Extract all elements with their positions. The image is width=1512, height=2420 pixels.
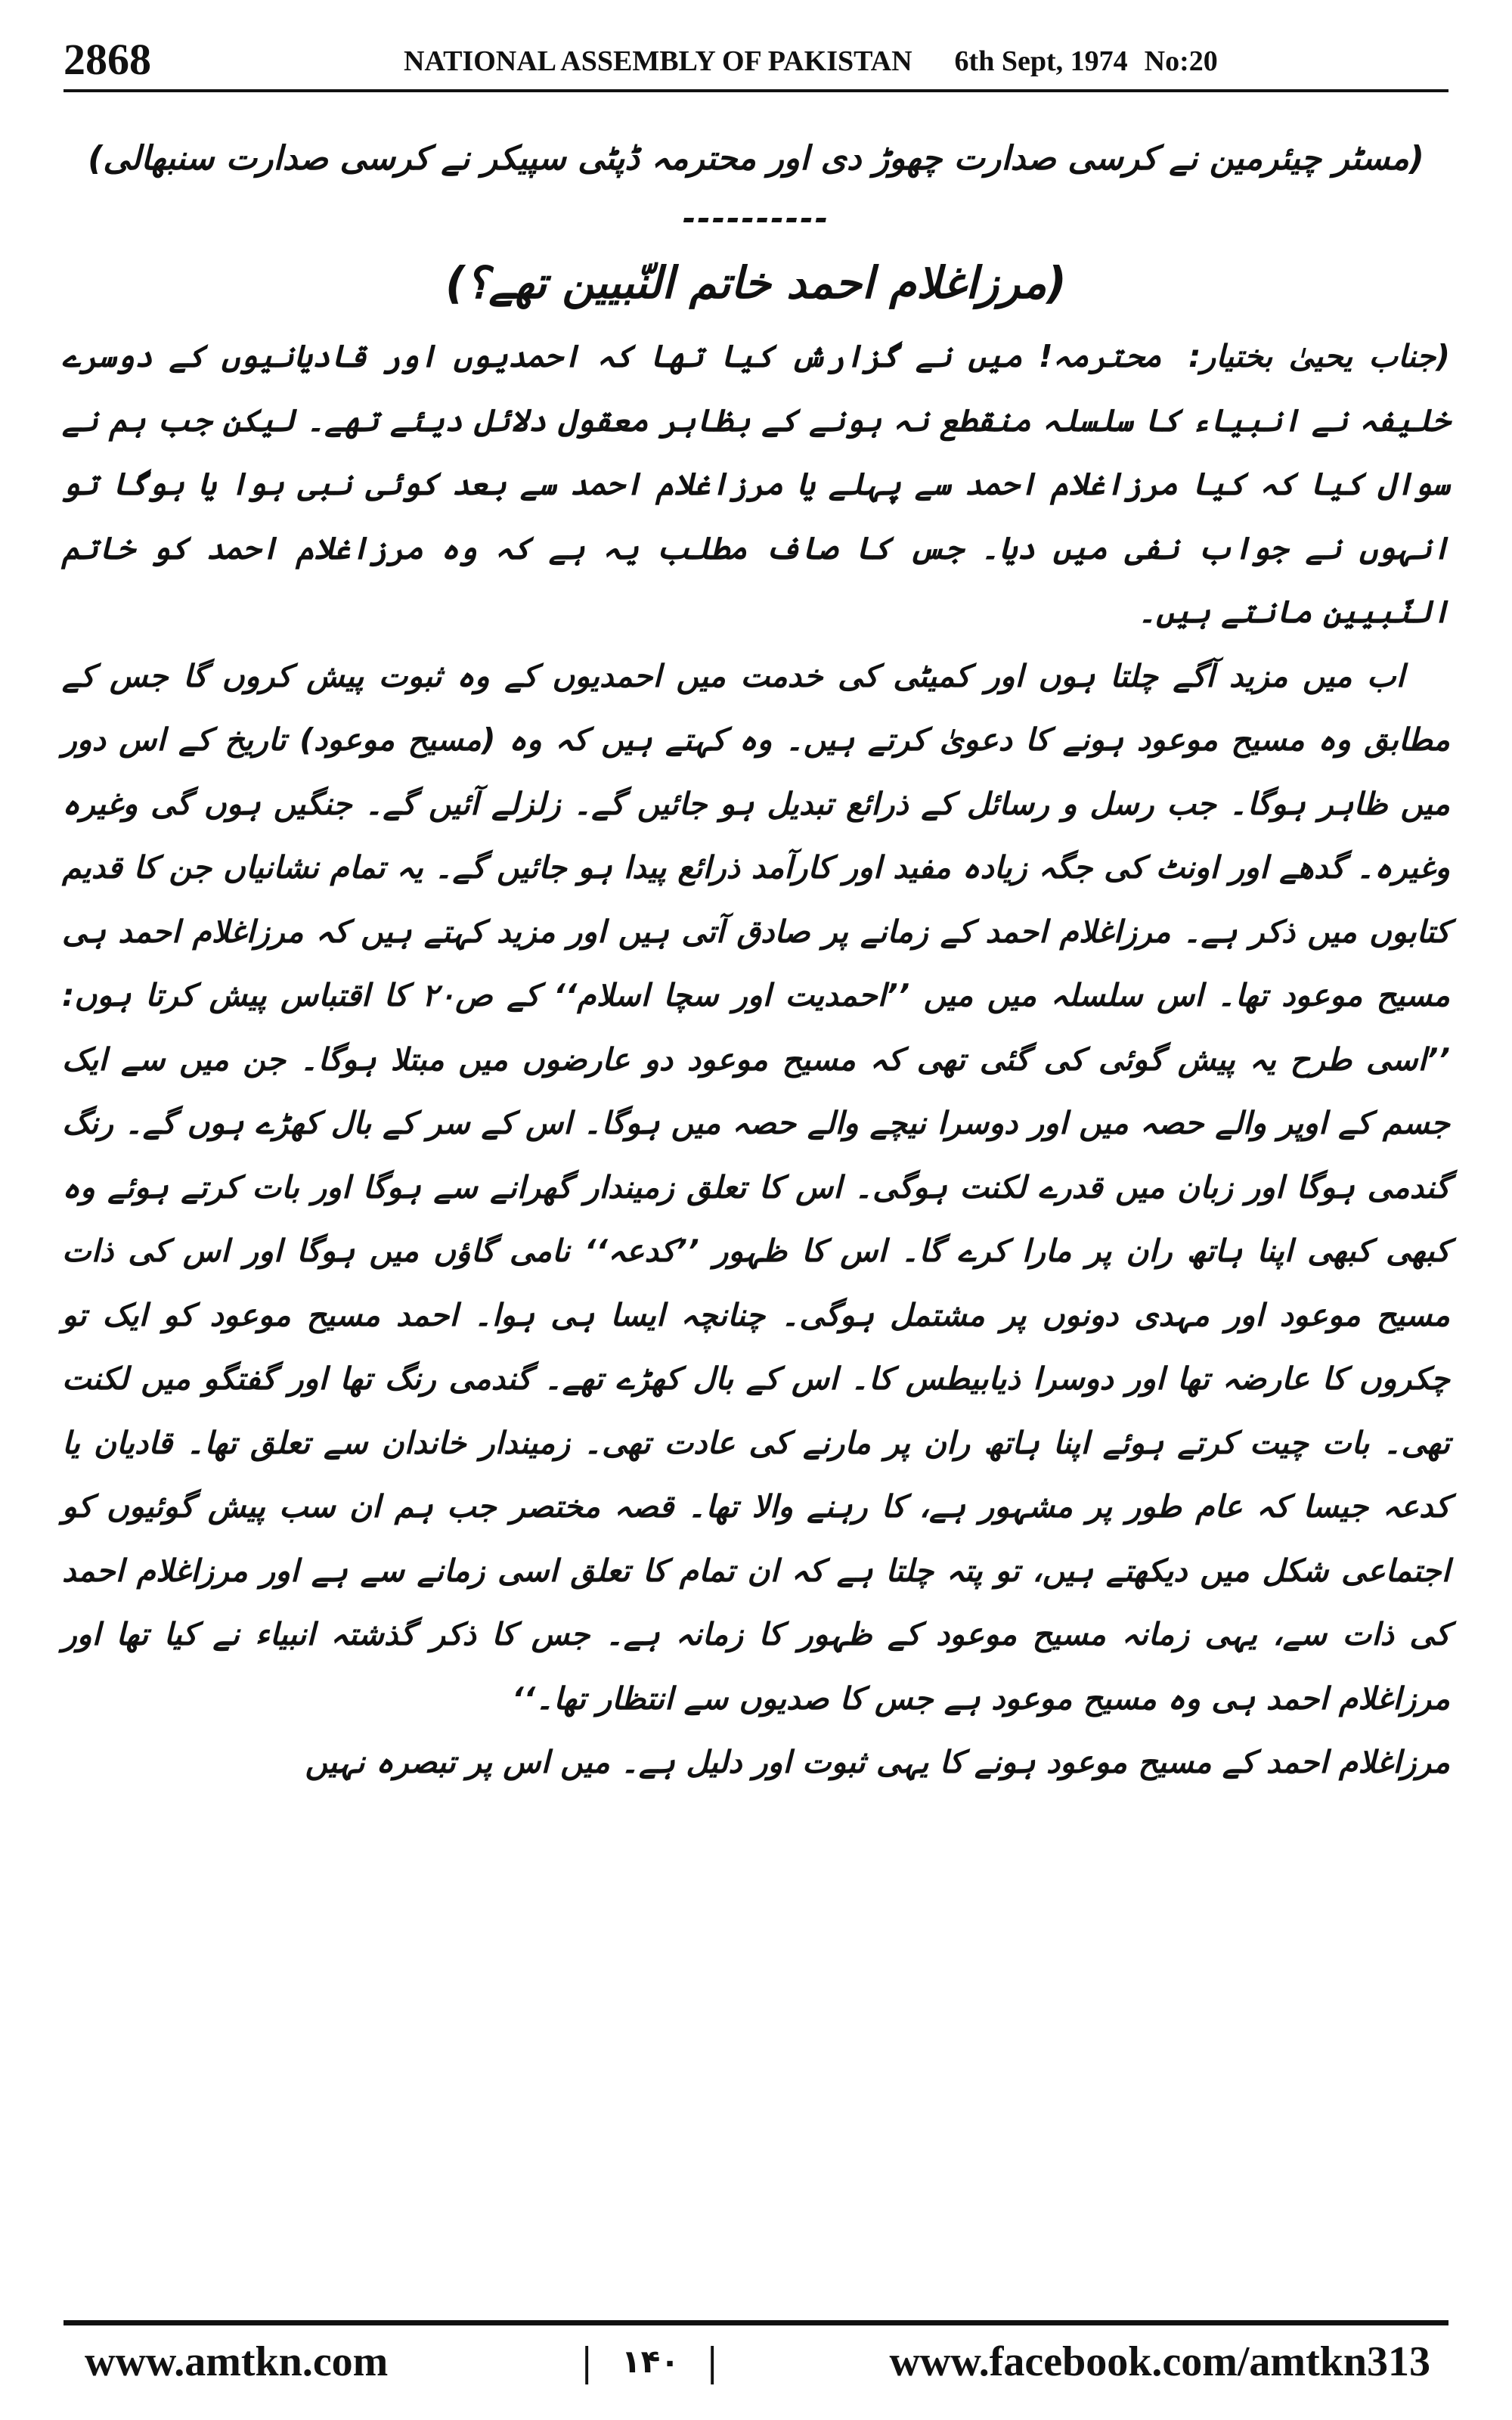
page-header (64, 33, 1448, 86)
header-divider (64, 89, 1448, 92)
session-date: 6th Sept, 1974 (954, 45, 1128, 77)
section-separator: ---------- (682, 200, 830, 237)
speech-paragraph (62, 324, 1450, 644)
page-body (62, 125, 1450, 2242)
procedural-note: (مسٹر چیئرمین نے کرسی صدارت چھوڑ دی اور محترمہ ڈپٹی سپیکر نے کرسی صدارت سنبھالی) (88, 139, 1424, 178)
sitting-number: No:20 (1144, 45, 1218, 77)
folio-number: ۱۴۰ (621, 2343, 680, 2380)
footer-separator: | (582, 2338, 592, 2385)
running-head (404, 42, 1218, 80)
page-number: 2868 (64, 35, 151, 84)
footer-separator: | (708, 2338, 717, 2385)
speaker-name: (جناب یحییٰ بختیار: (1188, 338, 1450, 374)
page-footer (64, 2335, 1448, 2388)
publication-title: NATIONAL ASSEMBLY OF PAKISTAN (404, 45, 912, 77)
speech-paragraph: مرزاغلام احمد کے مسیح موعود ہونے کا یہی ثبوت اور دلیل ہے۔ میں اس پر تبصرہ نہیں (305, 1744, 1450, 1780)
footer-divider (64, 2320, 1448, 2325)
section-heading: (مرزاغلام احمد خاتم النّبیین تھے؟) (445, 257, 1067, 309)
paragraph-text: محترمہ! میں نے گزارش کیا تھا کہ احمدیوں اور قادیانیوں کے دوسرے خلیفہ نے انبیاء کا سلسلہ منقطع نہ ہونے کے بظاہر معقول دلائل دیئے تھے۔ لیکن جب ہم نے سوال کیا کہ کیا مرزاغلام احمد سے پہلے یا مرزاغلام احمد سے بعد کوئی نبی ہوا یا ہوگا تو انہوں نے جواب نفی میں دیا۔ جس کا صاف مطلب یہ ہے کہ وہ مرزاغلام احمد کو خاتم النّبیین مانتے ہیں۔ (62, 338, 1450, 630)
website-link[interactable]: www.amtkn.com (85, 2338, 389, 2385)
speech-paragraph: اب میں مزید آگے چلتا ہوں اور کمیٹی کی خدمت میں احمدیوں کے وہ ثبوت پیش کروں گا جس کے مطابق وہ مسیح موعود ہونے کا دعویٰ کرتے ہیں۔ وہ کہتے ہیں کہ وہ (مسیح موعود) تاریخ کے اس دور میں ظاہر ہوگا۔ جب رسل و رسائل کے ذرائع تبدیل ہو جائیں گے۔ زلزلے آئیں گے۔ جنگیں ہوں گی وغیرہ وغیرہ۔ گدھے اور اونٹ کی جگہ زیادہ مفید اور کارآمد ذرائع پیدا ہو جائیں گے۔ یہ تمام نشانیاں جن کا قدیم کتابوں میں ذکر ہے۔ مرزاغلام احمد کے زمانے پر صادق آتی ہیں اور مزید کہتے ہیں کہ مرزاغلام احمد ہی مسیح موعود تھا۔ اس سلسلہ میں میں ’’احمدیت اور سچا اسلام‘‘ کے ص۲۰ کا اقتباس پیش کرتا ہوں: ’’اسی طرح یہ پیش گوئی کی گئی تھی کہ مسیح موعود دو عارضوں میں مبتلا ہوگا۔ جن میں سے ایک جسم کے اوپر والے حصہ میں اور دوسرا نیچے والے حصہ میں ہوگا۔ اس کے سر کے بال کھڑے ہوں گے۔ رنگ گندمی ہوگا اور زبان میں قدرے لکنت ہوگی۔ اس کا تعلق زمیندار گھرانے سے ہوگا اور بات کرتے ہوئے وہ کبھی کبھی اپنا ہاتھ ران پر مارا کرے گا۔ اس کا ظہور ’’کدعہ‘‘ نامی گاؤں میں ہوگا اور اس کی ذات مسیح موعود اور مہدی دونوں پر مشتمل ہوگی۔ چنانچہ ایسا ہی ہوا۔ احمد مسیح موعود کو ایک تو چکروں کا عارضہ تھا اور دوسرا ذیابیطس کا۔ اس کے بال کھڑے تھے۔ گندمی رنگ تھا اور گفتگو میں لکنت تھی۔ بات چیت کرتے ہوئے اپنا ہاتھ ران پر مارنے کی عادت تھی۔ زمیندار خاندان سے تعلق تھا۔ قادیان یا کدعہ جیسا کہ عام طور پر مشہور ہے، کا رہنے والا تھا۔ قصہ مختصر جب ہم ان سب پیش گوئیوں کو اجتماعی شکل میں دیکھتے ہیں، تو پتہ چلتا ہے کہ ان تمام کا تعلق اسی زمانے سے ہے اور مرزاغلام احمد کی ذات سے، یہی زمانہ مسیح موعود کے ظہور کا زمانہ ہے۔ جس کا ذکر گذشتہ انبیاء نے کیا تھا اور مرزاغلام احمد ہی وہ مسیح موعود ہے جس کا صدیوں سے انتظار تھا۔‘‘ (62, 657, 1451, 1717)
facebook-link[interactable]: www.facebook.com/amtkn313 (889, 2338, 1430, 2385)
